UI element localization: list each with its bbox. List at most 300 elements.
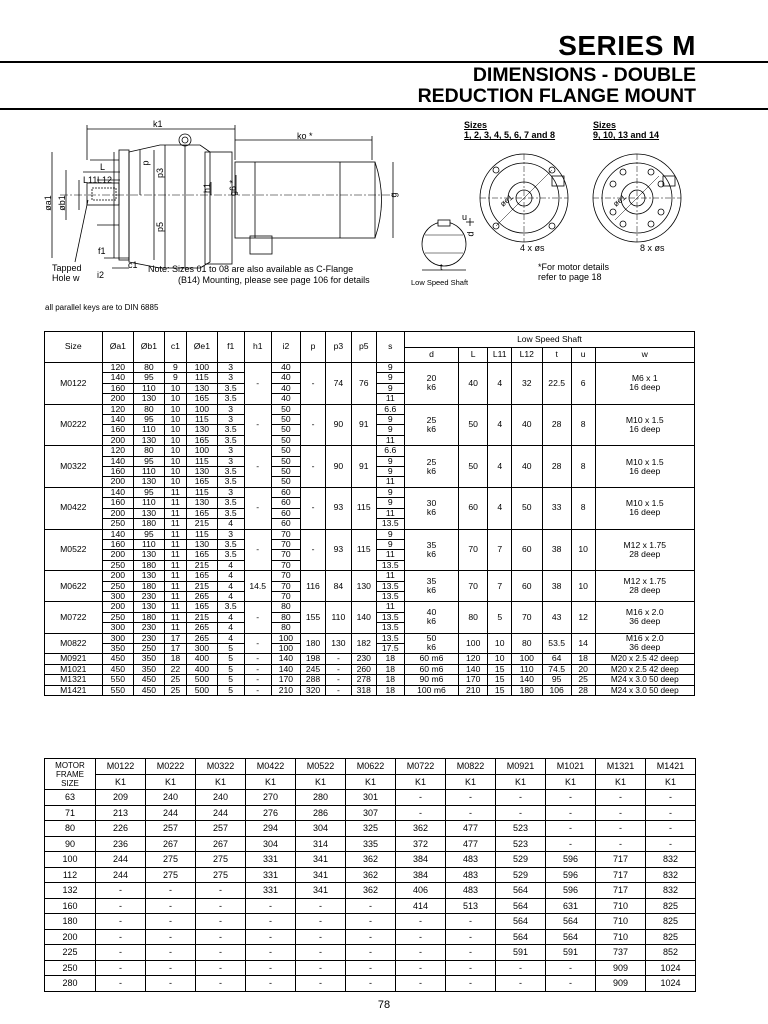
value-cell: 5 xyxy=(217,675,244,685)
k1-cell: 825 xyxy=(646,898,696,914)
sizes-b-values: 9, 10, 13 and 14 xyxy=(593,130,660,140)
frame-size-cell: 225 xyxy=(45,945,96,961)
k1-cell: - xyxy=(346,914,396,930)
k1-cell: 523 xyxy=(496,821,546,837)
k1-cell: - xyxy=(146,976,196,992)
k1-cell: 257 xyxy=(196,821,246,837)
sizes-b-title: Sizes xyxy=(593,120,617,130)
value-cell: 198 xyxy=(301,654,326,664)
value-cell: 200 xyxy=(102,394,134,404)
header-a1: Øa1 xyxy=(102,332,134,363)
model-header: M0422 xyxy=(246,759,296,775)
value-cell: 130 xyxy=(187,539,217,549)
label-oe1-a: øe1 xyxy=(498,192,515,209)
value-cell: 140 xyxy=(102,456,134,466)
value-cell: 550 xyxy=(102,685,134,695)
value-cell: 115 xyxy=(187,456,217,466)
k1-cell: - xyxy=(496,960,546,976)
i2-cell: 60 xyxy=(271,519,300,529)
k1-cell: - xyxy=(96,883,146,899)
k1-cell: 341 xyxy=(296,867,346,883)
k1-cell: - xyxy=(396,976,446,992)
motor-note-line1: *For motor details xyxy=(538,262,610,272)
s-cell: 9 xyxy=(376,539,404,549)
value-cell: 110 xyxy=(134,539,164,549)
p-cell: - xyxy=(301,363,326,405)
model-header: M0921 xyxy=(496,759,546,775)
k1-cell: 710 xyxy=(596,914,646,930)
u-cell: 12 xyxy=(571,602,595,633)
value-cell: 130 xyxy=(187,467,217,477)
value-cell: 115 xyxy=(187,529,217,539)
p-cell: - xyxy=(301,529,326,571)
p3-cell: 90 xyxy=(325,446,351,488)
value-cell: M24 x 3.0 50 deep xyxy=(595,675,694,685)
lifting-eye xyxy=(179,134,191,146)
k1-cell: - xyxy=(246,929,296,945)
k1-cell: - xyxy=(196,976,246,992)
value-cell: - xyxy=(325,664,351,674)
k1-cell: - xyxy=(546,836,596,852)
label-p: p xyxy=(140,160,151,166)
k1-header: K1 xyxy=(246,774,296,790)
i2-cell: 50 xyxy=(271,456,300,466)
value-cell: 3 xyxy=(217,363,244,373)
k1-cell: 710 xyxy=(596,929,646,945)
value-cell: 11 xyxy=(164,591,187,601)
size-cell: M0522 xyxy=(45,529,103,571)
l12-cell: 60 xyxy=(512,571,542,602)
value-cell: 9 xyxy=(164,373,187,383)
value-cell: 200 xyxy=(102,571,134,581)
value-cell: 130 xyxy=(134,571,164,581)
value-cell: 120 xyxy=(102,404,134,414)
p3-cell: 84 xyxy=(325,571,351,602)
value-cell: 15 xyxy=(488,664,512,674)
s-cell: 11 xyxy=(376,394,404,404)
i2-cell: 70 xyxy=(271,581,300,591)
single-row xyxy=(45,664,695,674)
value-cell: 11 xyxy=(164,550,187,560)
value-cell: 130 xyxy=(134,602,164,612)
k1-cell: - xyxy=(96,960,146,976)
w-cell: M10 x 1.5 16 deep xyxy=(595,404,694,446)
k1-cell: - xyxy=(246,960,296,976)
l11-cell: 4 xyxy=(488,363,512,405)
p-cell: - xyxy=(301,446,326,488)
value-cell: 165 xyxy=(187,550,217,560)
k1-cell: - xyxy=(96,945,146,961)
table-row xyxy=(45,790,696,806)
size-cell: M0222 xyxy=(45,404,103,446)
table-row xyxy=(45,883,696,899)
value-cell: 160 xyxy=(102,467,134,477)
k1-cell: 341 xyxy=(296,883,346,899)
header-p3: p3 xyxy=(325,332,351,363)
value-cell: 250 xyxy=(134,643,164,653)
k1-cell: - xyxy=(296,945,346,961)
table-row xyxy=(45,867,696,883)
s-cell: 17.5 xyxy=(376,643,404,653)
l-cell: 40 xyxy=(459,363,488,405)
value-cell: 300 xyxy=(187,643,217,653)
value-cell: - xyxy=(325,685,351,695)
value-cell: 80 xyxy=(134,404,164,414)
w-cell: M16 x 2.0 36 deep xyxy=(595,602,694,633)
frame-size-cell: 160 xyxy=(45,898,96,914)
k1-cell: 825 xyxy=(646,929,696,945)
w-cell: M10 x 1.5 16 deep xyxy=(595,487,694,529)
value-cell: 165 xyxy=(187,394,217,404)
value-cell: 90 m6 xyxy=(404,675,458,685)
value-cell: 95 xyxy=(542,675,571,685)
header-p: p xyxy=(301,332,326,363)
value-cell: 3.5 xyxy=(217,467,244,477)
k1-cell: 362 xyxy=(346,852,396,868)
k1-cell: 362 xyxy=(346,883,396,899)
k1-cell: 414 xyxy=(396,898,446,914)
value-cell: 28 xyxy=(571,685,595,695)
sizes-a-values: 1, 2, 3, 4, 5, 6, 7 and 8 xyxy=(464,130,556,140)
p5-cell: 115 xyxy=(351,529,376,571)
value-cell: 95 xyxy=(134,529,164,539)
value-cell: 120 xyxy=(102,363,134,373)
s-cell: 9 xyxy=(376,529,404,539)
s-cell: 9 xyxy=(376,425,404,435)
k1-cell: 564 xyxy=(496,898,546,914)
label-f1: f1 xyxy=(98,246,106,256)
value-cell: 20 xyxy=(571,664,595,674)
value-cell: 18 xyxy=(571,654,595,664)
k1-cell: 596 xyxy=(546,852,596,868)
d-cell: 25 k6 xyxy=(404,404,458,446)
table-row xyxy=(45,960,696,976)
label-ko: ko * xyxy=(297,131,313,141)
table-row xyxy=(45,571,695,581)
value-cell: 95 xyxy=(134,487,164,497)
value-cell: 115 xyxy=(187,487,217,497)
d-cell: 50 k6 xyxy=(404,633,458,654)
header-w: w xyxy=(595,347,694,363)
size-cell: M0422 xyxy=(45,487,103,529)
p-cell: - xyxy=(301,487,326,529)
value-cell: 200 xyxy=(102,508,134,518)
l12-cell: 40 xyxy=(512,446,542,488)
size-cell: M0722 xyxy=(45,602,103,633)
value-cell: 140 xyxy=(271,664,300,674)
k1-cell: - xyxy=(546,790,596,806)
frame-size-cell: 280 xyxy=(45,976,96,992)
label-L: L xyxy=(100,162,106,172)
s-cell: 13.5 xyxy=(376,581,404,591)
k1-cell: 717 xyxy=(596,867,646,883)
value-cell: 140 xyxy=(102,373,134,383)
k1-cell: - xyxy=(146,960,196,976)
label-L12: L12 xyxy=(97,175,113,185)
value-cell: 350 xyxy=(134,654,164,664)
i2-cell: 60 xyxy=(271,487,300,497)
value-cell: - xyxy=(244,675,271,685)
model-header: M1321 xyxy=(596,759,646,775)
s-cell: 9 xyxy=(376,415,404,425)
l12-cell: 70 xyxy=(512,602,542,633)
k1-cell: 477 xyxy=(446,836,496,852)
k1-header: K1 xyxy=(196,774,246,790)
value-cell: 4 xyxy=(217,591,244,601)
k1-cell: 1024 xyxy=(646,976,696,992)
value-cell: 74.5 xyxy=(542,664,571,674)
w-cell: M12 x 1.75 28 deep xyxy=(595,529,694,571)
value-cell: 265 xyxy=(187,623,217,633)
subheader-row xyxy=(45,774,696,790)
k1-cell: - xyxy=(446,929,496,945)
p5-cell: 91 xyxy=(351,404,376,446)
k1-cell: - xyxy=(646,836,696,852)
d-cell: 20 k6 xyxy=(404,363,458,405)
t-cell: 43 xyxy=(542,602,571,633)
dimension-drawing xyxy=(0,0,768,320)
value-cell: 165 xyxy=(187,602,217,612)
k1-cell: - xyxy=(446,945,496,961)
value-cell: 11 xyxy=(164,508,187,518)
k1-cell: - xyxy=(196,945,246,961)
i2-cell: 40 xyxy=(271,373,300,383)
value-cell: 160 xyxy=(102,383,134,393)
frame-size-cell: 90 xyxy=(45,836,96,852)
label-p3: p3 xyxy=(155,167,166,179)
k1-cell: 406 xyxy=(396,883,446,899)
label-d: d xyxy=(465,231,476,237)
value-cell: 120 xyxy=(459,654,488,664)
k1-cell: - xyxy=(546,976,596,992)
value-cell: 4 xyxy=(217,571,244,581)
i2-cell: 80 xyxy=(271,623,300,633)
k1-cell: - xyxy=(496,976,546,992)
k1-cell: - xyxy=(396,960,446,976)
label-oa1: øa1 xyxy=(42,195,53,211)
p5-cell: 91 xyxy=(351,446,376,488)
h1-cell: - xyxy=(244,446,271,488)
value-cell: 10 xyxy=(164,383,187,393)
k1-cell: - xyxy=(146,883,196,899)
s-cell: 11 xyxy=(376,435,404,445)
value-cell: 10 xyxy=(164,477,187,487)
s-cell: 9 xyxy=(376,363,404,373)
i2-cell: 50 xyxy=(271,425,300,435)
k1-cell: 209 xyxy=(96,790,146,806)
k1-cell: - xyxy=(246,898,296,914)
value-cell: 115 xyxy=(187,373,217,383)
value-cell: 18 xyxy=(376,675,404,685)
t-cell: 28 xyxy=(542,404,571,446)
k1-cell: 276 xyxy=(246,805,296,821)
motor-note-line2: refer to page 18 xyxy=(538,272,602,282)
p-cell: 155 xyxy=(301,602,326,633)
value-cell: 210 xyxy=(271,685,300,695)
h1-cell: - xyxy=(244,363,271,405)
k1-header: K1 xyxy=(96,774,146,790)
k1-cell: - xyxy=(146,929,196,945)
k1-cell: - xyxy=(246,945,296,961)
k1-cell: 832 xyxy=(646,883,696,899)
d-cell: 40 k6 xyxy=(404,602,458,633)
h1-cell: - xyxy=(244,487,271,529)
k1-cell: 564 xyxy=(496,914,546,930)
value-cell: 250 xyxy=(102,612,134,622)
value-cell: 3.5 xyxy=(217,383,244,393)
k1-cell: - xyxy=(146,898,196,914)
value-cell: 180 xyxy=(134,581,164,591)
value-cell: 10 xyxy=(164,435,187,445)
header-b1: Øb1 xyxy=(134,332,164,363)
p3-cell: 93 xyxy=(325,529,351,571)
value-cell: 3.5 xyxy=(217,508,244,518)
value-cell: 170 xyxy=(459,675,488,685)
p3-cell: 110 xyxy=(325,602,351,633)
table-row xyxy=(45,363,695,373)
value-cell: 450 xyxy=(134,675,164,685)
k1-cell: 832 xyxy=(646,852,696,868)
size-cell: M1321 xyxy=(45,675,103,685)
k1-cell: 523 xyxy=(496,836,546,852)
k1-cell: 477 xyxy=(446,821,496,837)
value-cell: - xyxy=(325,654,351,664)
table-row xyxy=(45,976,696,992)
p-cell: - xyxy=(301,404,326,446)
label-ob1: øb1 xyxy=(56,195,67,211)
k1-cell: 244 xyxy=(146,805,196,821)
size-cell: M0122 xyxy=(45,363,103,405)
keys-note: all parallel keys are to DIN 6885 xyxy=(45,303,159,312)
i2-cell: 70 xyxy=(271,571,300,581)
k1-cell: 564 xyxy=(546,914,596,930)
l11-cell: 4 xyxy=(488,446,512,488)
value-cell: 9 xyxy=(164,363,187,373)
table-row xyxy=(45,945,696,961)
value-cell: M20 x 2.5 42 deep xyxy=(595,654,694,664)
label-low-speed-shaft: Low Speed Shaft xyxy=(411,278,469,287)
u-cell: 8 xyxy=(571,404,595,446)
value-cell: 165 xyxy=(187,477,217,487)
s-cell: 6.6 xyxy=(376,446,404,456)
value-cell: 3 xyxy=(217,373,244,383)
p5-cell: 130 xyxy=(351,571,376,602)
frame-size-cell: 100 xyxy=(45,852,96,868)
value-cell: 5 xyxy=(217,664,244,674)
size-cell: M0921 xyxy=(45,654,103,664)
h1-cell: - xyxy=(244,404,271,446)
l12-cell: 40 xyxy=(512,404,542,446)
u-cell: 10 xyxy=(571,529,595,571)
value-cell: 3.5 xyxy=(217,539,244,549)
k1-cell: 384 xyxy=(396,852,446,868)
page-title-line1: DIMENSIONS - DOUBLE xyxy=(472,64,696,86)
s-cell: 11 xyxy=(376,602,404,612)
value-cell: 300 xyxy=(102,623,134,633)
k1-cell: - xyxy=(646,790,696,806)
k1-cell: 267 xyxy=(196,836,246,852)
value-cell: 320 xyxy=(301,685,326,695)
value-cell: 260 xyxy=(351,664,376,674)
k1-cell: 717 xyxy=(596,852,646,868)
k1-cell: - xyxy=(446,960,496,976)
value-cell: 64 xyxy=(542,654,571,664)
value-cell: 3.5 xyxy=(217,550,244,560)
k1-cell: 341 xyxy=(296,852,346,868)
frame-size-cell: 200 xyxy=(45,929,96,945)
value-cell: - xyxy=(325,675,351,685)
k1-cell: 1024 xyxy=(646,960,696,976)
t-cell: 22.5 xyxy=(542,363,571,405)
s-cell: 9 xyxy=(376,467,404,477)
frame-size-cell: 112 xyxy=(45,867,96,883)
label-i2: i2 xyxy=(97,270,105,280)
i2-cell: 80 xyxy=(271,612,300,622)
header-i2: i2 xyxy=(271,332,300,363)
l12-cell: 32 xyxy=(512,363,542,405)
i2-cell: 50 xyxy=(271,404,300,414)
l11-cell: 7 xyxy=(488,571,512,602)
frame-size-cell: 71 xyxy=(45,805,96,821)
model-header: M0722 xyxy=(396,759,446,775)
k1-header: K1 xyxy=(496,774,546,790)
series-heading: SERIES M xyxy=(558,30,696,61)
k1-cell: - xyxy=(496,790,546,806)
size-cell: M0822 xyxy=(45,633,103,654)
k1-cell: 596 xyxy=(546,867,596,883)
t-cell: 28 xyxy=(542,446,571,488)
i2-cell: 60 xyxy=(271,508,300,518)
size-cell: M1421 xyxy=(45,685,103,695)
value-cell: 10 xyxy=(164,425,187,435)
k1-cell: - xyxy=(346,960,396,976)
k1-header: K1 xyxy=(446,774,496,790)
k1-cell: - xyxy=(596,836,646,852)
value-cell: 250 xyxy=(102,560,134,570)
value-cell: 3.5 xyxy=(217,435,244,445)
s-cell: 9 xyxy=(376,373,404,383)
sizes-a-title: Sizes xyxy=(464,120,488,130)
value-cell: 11 xyxy=(164,581,187,591)
value-cell: 11 xyxy=(164,571,187,581)
value-cell: 110 xyxy=(134,467,164,477)
k1-cell: - xyxy=(296,914,346,930)
s-cell: 13.5 xyxy=(376,623,404,633)
s-cell: 11 xyxy=(376,550,404,560)
table-row xyxy=(45,898,696,914)
k1-cell: - xyxy=(446,914,496,930)
i2-cell: 50 xyxy=(271,435,300,445)
value-cell: 15 xyxy=(488,685,512,695)
value-cell: 5 xyxy=(217,654,244,664)
value-cell: 10 xyxy=(164,394,187,404)
l-cell: 80 xyxy=(459,602,488,633)
k1-cell: - xyxy=(546,960,596,976)
value-cell: 100 m6 xyxy=(404,685,458,695)
value-cell: 140 xyxy=(459,664,488,674)
l11-cell: 7 xyxy=(488,529,512,571)
value-cell: 230 xyxy=(134,591,164,601)
header-u: u xyxy=(571,347,595,363)
l12-cell: 50 xyxy=(512,487,542,529)
value-cell: 25 xyxy=(164,685,187,695)
d-cell: 35 k6 xyxy=(404,571,458,602)
value-cell: 15 xyxy=(488,675,512,685)
p5-cell: 140 xyxy=(351,602,376,633)
header-e1: Øe1 xyxy=(187,332,217,363)
value-cell: 11 xyxy=(164,498,187,508)
label-c1: c1 xyxy=(128,260,138,270)
